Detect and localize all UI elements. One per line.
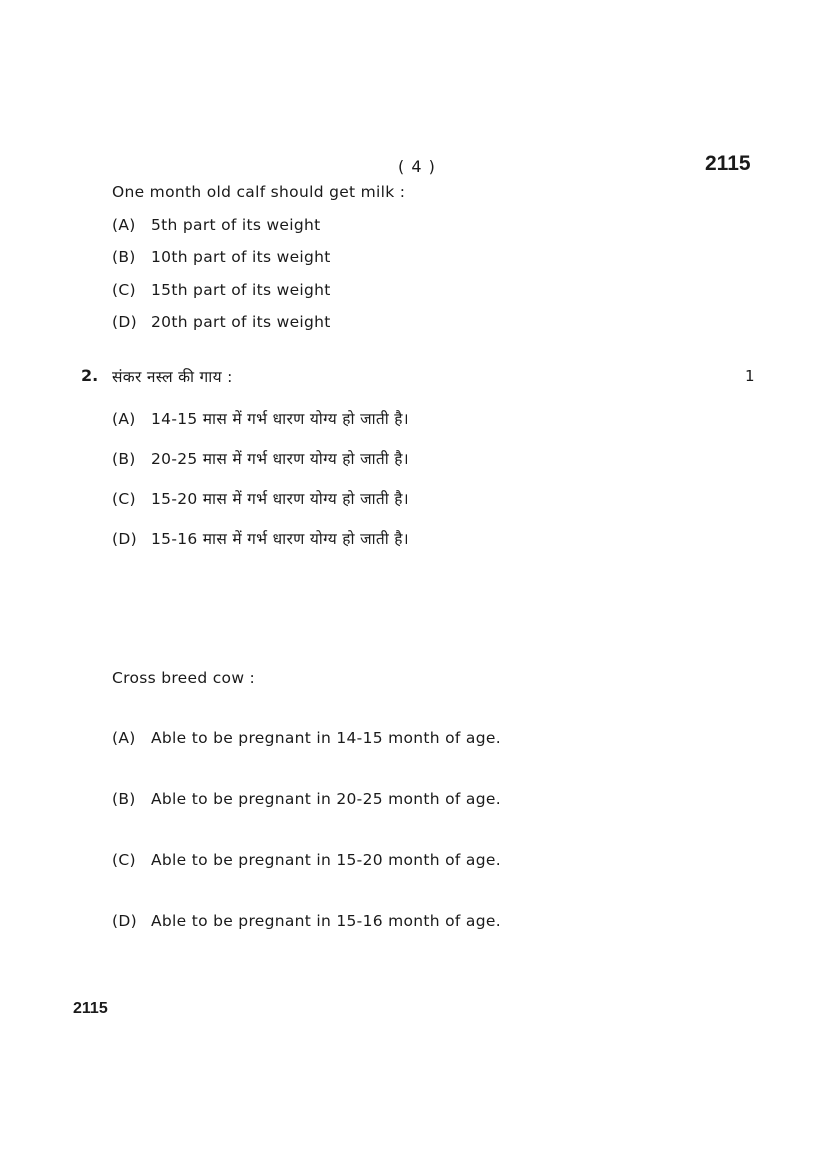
option-text: 14-15 मास में गर्भ धारण योग्य हो जाती है। <box>151 410 409 428</box>
option-label: (A) <box>112 729 136 747</box>
option-label: (D) <box>112 313 137 331</box>
q2-english-option-a <box>112 729 501 747</box>
option-text: 15-16 मास में गर्भ धारण योग्य हो जाती है। <box>151 530 409 548</box>
option-text: Able to be pregnant in 15-20 month of age. <box>151 851 501 869</box>
option-label: (A) <box>112 410 136 428</box>
q1-option-b <box>112 248 331 266</box>
option-label: (D) <box>112 912 137 930</box>
q1-stem-english: One month old calf should get milk : <box>112 183 406 201</box>
q2-hindi-option-b <box>112 447 409 469</box>
q1-option-d <box>112 313 331 331</box>
q2-stem-english: Cross breed cow : <box>112 669 256 687</box>
q2-english-option-d <box>112 912 501 930</box>
q1-option-a <box>112 216 321 234</box>
option-text: Able to be pregnant in 20-25 month of age. <box>151 790 501 808</box>
q1-option-c <box>112 281 331 299</box>
option-text: 5th part of its weight <box>151 216 321 234</box>
option-text: Able to be pregnant in 14-15 month of age. <box>151 729 501 747</box>
paper-code-footer: 2115 <box>73 1000 108 1017</box>
question-number: 2. <box>81 366 99 385</box>
option-label: (B) <box>112 248 136 266</box>
option-text: 15-20 मास में गर्भ धारण योग्य हो जाती है। <box>151 490 409 508</box>
q2-hindi-option-a <box>112 407 409 429</box>
q2-english-option-b <box>112 790 501 808</box>
option-text: 20-25 मास में गर्भ धारण योग्य हो जाती है। <box>151 450 409 468</box>
option-text: 15th part of its weight <box>151 281 331 299</box>
option-label: (B) <box>112 790 136 808</box>
option-text: 10th part of its weight <box>151 248 331 266</box>
question-marks: 1 <box>745 367 755 385</box>
option-label: (A) <box>112 216 136 234</box>
page-number: ( 4 ) <box>398 157 436 176</box>
q2-stem-hindi: संकर नस्ल की गाय : <box>112 368 233 386</box>
option-text: Able to be pregnant in 15-16 month of age. <box>151 912 501 930</box>
q2-english-option-c <box>112 851 501 869</box>
option-text: 20th part of its weight <box>151 313 331 331</box>
option-label: (D) <box>112 530 137 548</box>
option-label: (C) <box>112 490 136 508</box>
option-label: (C) <box>112 851 136 869</box>
q2-hindi-option-d <box>112 527 409 549</box>
option-label: (B) <box>112 450 136 468</box>
q2-hindi-option-c <box>112 487 409 509</box>
option-label: (C) <box>112 281 136 299</box>
paper-code-header: 2115 <box>705 152 751 175</box>
